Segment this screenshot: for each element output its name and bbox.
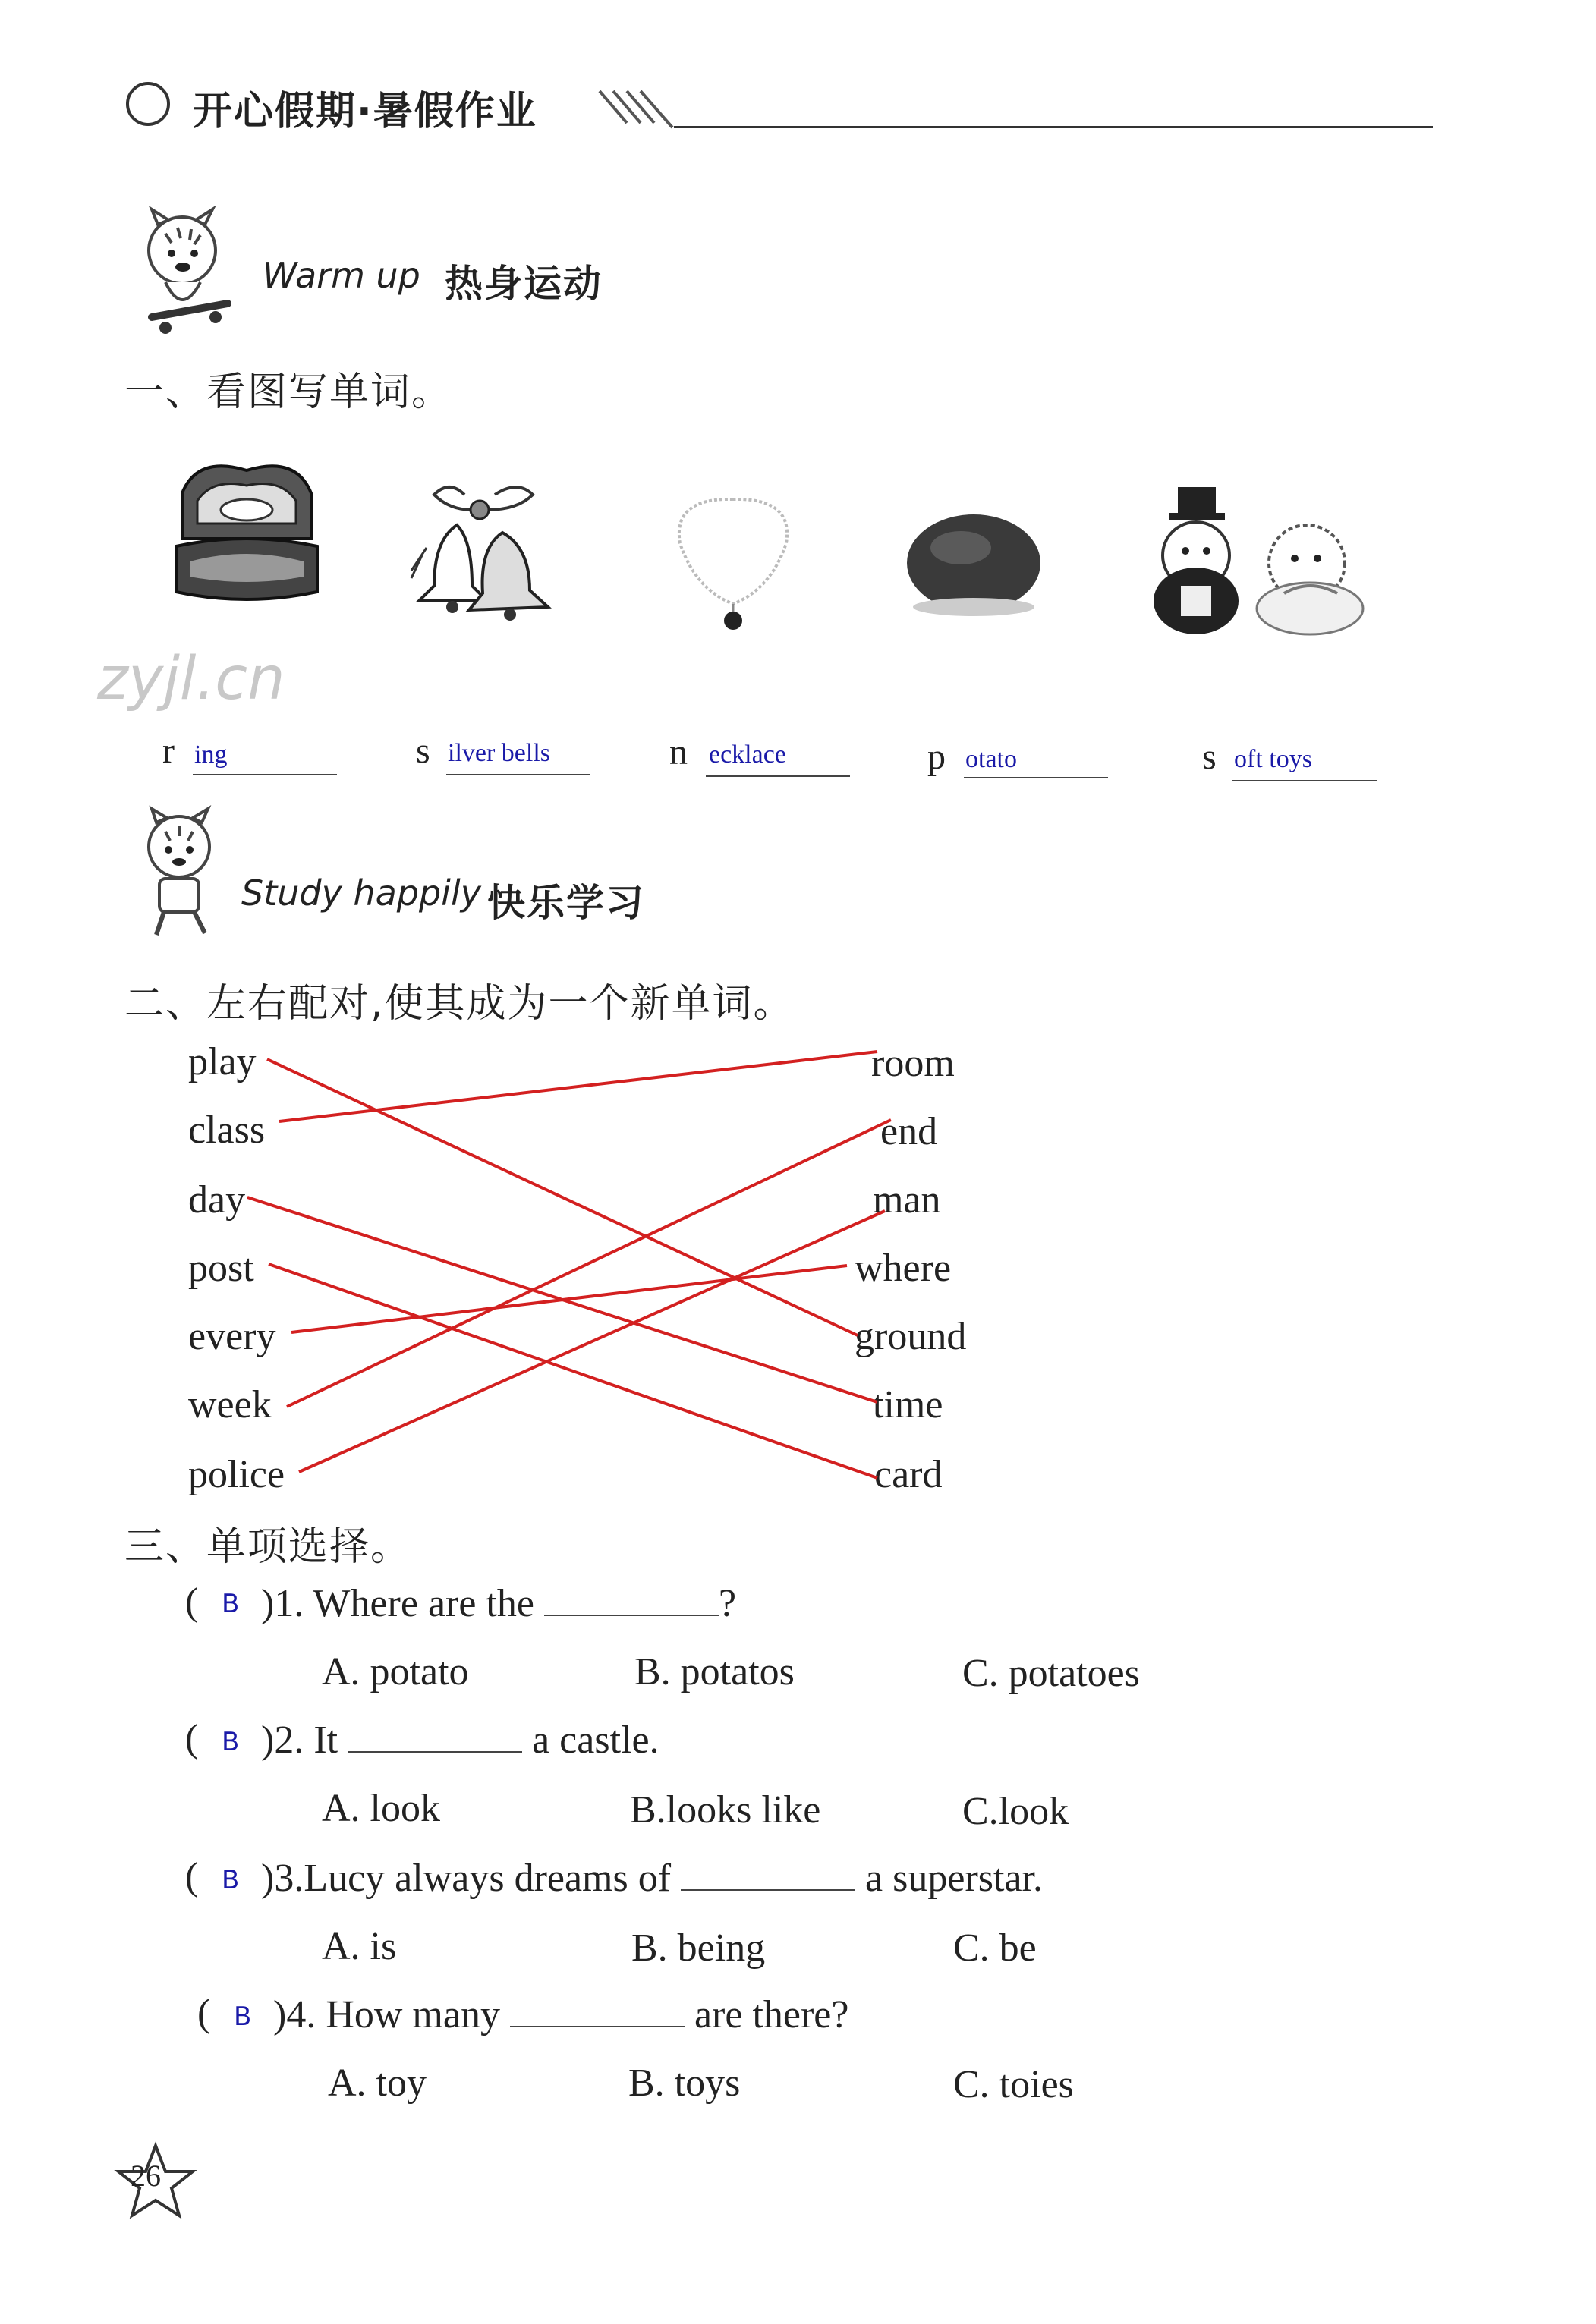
match-right-4: ground: [855, 1315, 967, 1358]
q1-answer: B: [222, 1589, 240, 1619]
watermark: zyjl.cn: [97, 645, 285, 713]
match-line-every-where: [291, 1266, 847, 1332]
q2-option-b: B.looks like: [630, 1788, 821, 1832]
part1-title: 一、看图写单词。: [124, 370, 453, 415]
q2-stem: [261, 1718, 659, 1763]
q4-answer: B: [234, 2002, 252, 2032]
q1-text-post: ?: [718, 1582, 737, 1625]
q1-num: )1.: [261, 1582, 304, 1625]
part2-title: 二、左右配对,使其成为一个新单词。: [124, 981, 795, 1027]
q4-blank: [510, 2018, 685, 2027]
q2-text-pre: It: [313, 1719, 338, 1762]
q4-text-post: are there?: [694, 1993, 849, 2036]
match-left-4: every: [188, 1315, 276, 1358]
part3-title: 三、单项选择。: [124, 1524, 412, 1570]
word5-letter: s: [1202, 737, 1217, 777]
word2-answer: ilver bells: [448, 739, 551, 767]
match-line-class-room: [279, 1052, 877, 1121]
word4-letter: p: [927, 737, 946, 777]
match-left-5: week: [188, 1383, 272, 1426]
q1-option-c: C. potatoes: [962, 1652, 1140, 1695]
q2-option-a: A. look: [322, 1787, 440, 1830]
q2-paren-open: (: [185, 1717, 199, 1760]
word2-letter: s: [416, 731, 430, 771]
word3-answer: ecklace: [709, 741, 786, 769]
word1-answer: ing: [194, 741, 228, 769]
match-right-6: card: [874, 1453, 943, 1496]
q1-paren-open: (: [185, 1580, 199, 1624]
match-right-1: end: [880, 1110, 938, 1153]
q3-option-b: B. being: [631, 1926, 766, 1970]
q3-blank: [681, 1882, 855, 1891]
q3-answer: B: [222, 1865, 240, 1895]
match-left-6: police: [188, 1453, 285, 1496]
q1-stem: [261, 1581, 736, 1626]
match-right-0: room: [871, 1042, 955, 1085]
header-title: 开心假期·暑假作业: [193, 89, 537, 134]
match-right-2: man: [873, 1178, 941, 1222]
match-left-1: class: [188, 1109, 266, 1152]
q4-option-c: C. toies: [953, 2063, 1074, 2106]
q1-blank: [544, 1607, 719, 1616]
warmup-label-en: Warm up: [263, 255, 420, 296]
match-line-police-man: [299, 1211, 885, 1472]
word1-letter: r: [162, 731, 175, 771]
q2-option-c: C.look: [962, 1790, 1069, 1833]
q1-option-a: A. potato: [322, 1650, 469, 1693]
q2-blank: [348, 1744, 522, 1753]
match-left-2: day: [188, 1178, 246, 1222]
q1-text-pre: Where are the: [313, 1582, 534, 1625]
q2-answer: B: [222, 1727, 240, 1757]
word4-answer: otato: [965, 745, 1017, 773]
q1-option-b: B. potatos: [634, 1650, 795, 1693]
q4-num: )4.: [273, 1993, 316, 2036]
q4-option-a: A. toy: [328, 2061, 427, 2105]
word3-letter: n: [669, 732, 688, 772]
q4-stem: [273, 1992, 848, 2037]
study-label-zh: 快乐学习: [487, 881, 645, 925]
warmup-label-zh: 热身运动: [445, 262, 603, 306]
q3-option-c: C. be: [953, 1926, 1037, 1970]
q3-num: )3.: [261, 1857, 304, 1900]
match-left-3: post: [188, 1247, 254, 1290]
study-label-en: Study happily: [241, 873, 481, 914]
q3-option-a: A. is: [322, 1925, 397, 1968]
match-line-week-end: [287, 1120, 891, 1407]
q4-text-pre: How many: [326, 1993, 500, 2036]
q3-text-post: a superstar.: [865, 1857, 1043, 1900]
page-number: 26: [131, 2159, 161, 2193]
q2-num: )2.: [261, 1719, 304, 1762]
q2-text-post: a castle.: [532, 1719, 659, 1762]
match-right-3: where: [855, 1247, 952, 1290]
word5-answer: oft toys: [1234, 745, 1312, 773]
q3-stem: [261, 1856, 1043, 1901]
q4-paren-open: (: [197, 1992, 211, 2035]
q3-text-pre: Lucy always dreams of: [304, 1857, 672, 1900]
match-right-5: time: [873, 1383, 943, 1426]
q4-option-b: B. toys: [628, 2061, 741, 2105]
q3-paren-open: (: [185, 1855, 199, 1898]
match-left-0: play: [188, 1040, 257, 1083]
